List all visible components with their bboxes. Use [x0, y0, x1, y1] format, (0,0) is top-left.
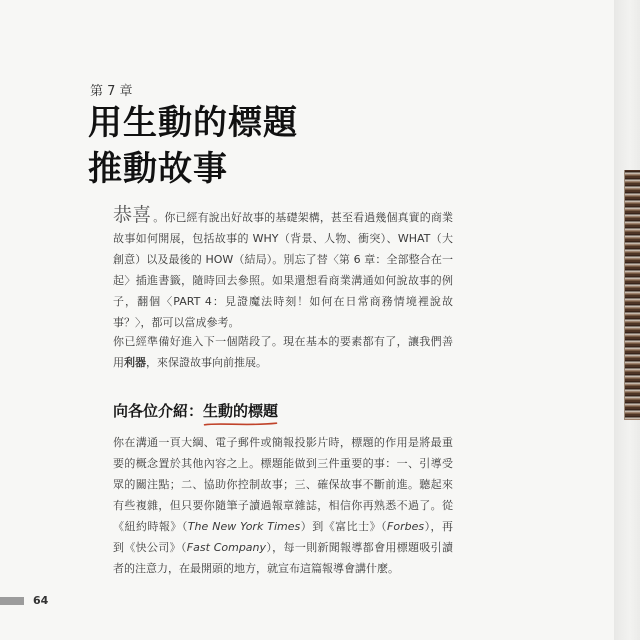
paragraph-headlines-part3: ），再到《快公司》（: [113, 520, 454, 554]
paragraph-ready-bold: 利器: [124, 356, 146, 369]
paragraph-headlines-part1: 你在溝通一頁大綱、電子郵件或簡報投影片時，標題的作用是將最重要的概念置於其他內容之上。標題能做到三件重要的事：一、引導受眾的關注點；二、協助你控制故事；三、確保故事不斷前進。聽起來有些複雜，但只要你隨筆子讀過報章雜誌，相信你再熟悉不過了。從《紐約時報》（: [113, 436, 453, 533]
section-heading-highlight-text: 生動的標題: [203, 402, 279, 420]
page-number: 64: [33, 594, 49, 607]
paragraph-ready-before: 你已經準備好進入下一個階段了。現在基本的要素都有了，讓我們善用: [113, 335, 453, 369]
paragraph-headlines: [113, 432, 453, 579]
book-stack-edge: [624, 170, 640, 420]
hand-drawn-underline: [203, 420, 278, 428]
paragraph-headlines-part4: ），每一則新聞報導都會用標題吸引讀者的注意力，在最開頭的地方，就宣布這篇報導會講什麼。: [113, 541, 454, 575]
paragraph-ready: [113, 331, 453, 373]
paragraph-intro-text: 。你已經有說出好故事的基礎架構，甚至看過幾個真實的商業故事如何開展，包括故事的 WHY（背景、人物、衝突）、WHAT（大創意）以及最後的 HOW（結局）。別忘了替〈第 6 章：全部整合在一起〉插進書籤，隨時回去參照。如果還想看商業溝通如何說故事的例子，翻個〈PART 4：見證魔法時刻！如何在日常商務情境裡說故事？〉，都可以當成參考。: [113, 211, 453, 329]
section-heading-prefix: 向各位介紹：: [113, 402, 204, 420]
folio-bar: [0, 597, 24, 605]
section-heading-highlight: [203, 402, 278, 420]
paragraph-headlines-part2: ）到《富比士》（: [300, 520, 388, 533]
paragraph-ready-after: ，來保證故事向前推展。: [146, 356, 267, 369]
chapter-title-line-1: 用生動的標題: [88, 103, 298, 143]
drop-lead-word: 恭喜: [113, 204, 152, 226]
chapter-title: [88, 100, 298, 192]
publication-fast-company: Fast Company: [186, 541, 267, 554]
paragraph-intro: [113, 205, 453, 333]
publication-nyt: The New York Times: [187, 520, 301, 533]
chapter-title-line-2: 推動故事: [88, 149, 228, 189]
section-heading: [113, 400, 278, 421]
publication-forbes: Forbes: [387, 520, 425, 533]
chapter-label: 第 7 章: [90, 84, 133, 99]
